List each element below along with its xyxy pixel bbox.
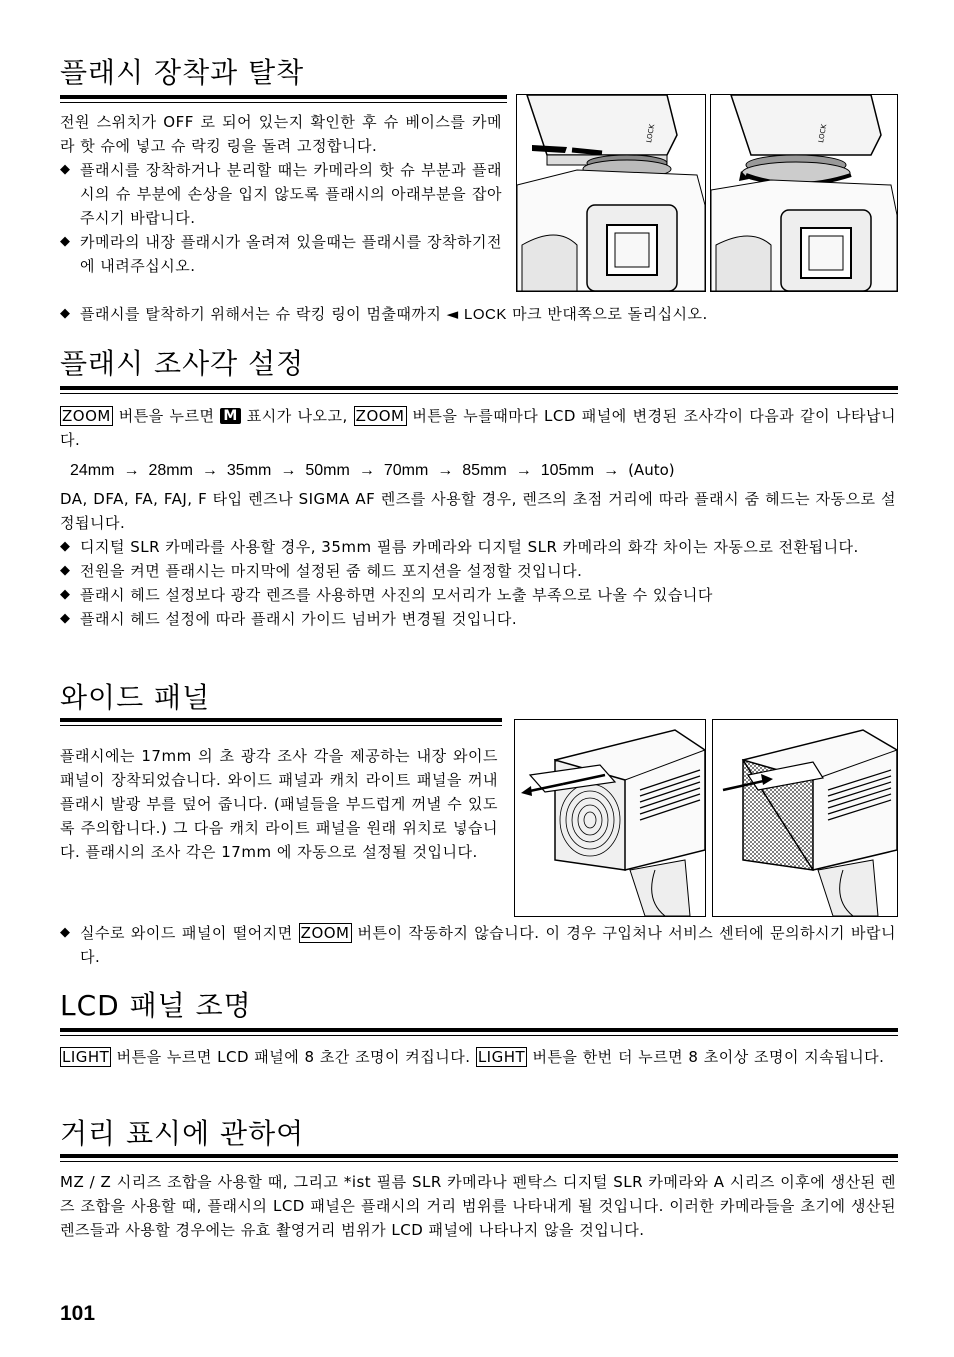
section-title-distance-display: 거리 표시에 관하여 (60, 1117, 305, 1150)
title-rule (60, 1035, 898, 1036)
bullet-mark: ◆ (60, 234, 71, 249)
zoom-step: 70mm (383, 462, 429, 479)
wide-panel-text (60, 744, 498, 864)
wide-panel-note (60, 921, 896, 969)
bullet-item (60, 535, 896, 559)
zoom-step: 24mm (70, 462, 115, 479)
lcd-text: 버튼을 누르면 LCD 패널에 8 초간 조명이 켜집니다. (116, 1048, 471, 1066)
catch-light-panel-illustration (712, 719, 898, 917)
bullet-item (60, 583, 896, 607)
zoom-button-label: ZOOM (355, 407, 405, 425)
zoom-step: 35mm (226, 462, 272, 479)
section-title-lcd-illumination: LCD 패널 조명 (60, 989, 252, 1022)
flash-attach-illustration (516, 94, 706, 292)
lcd-illumination-text (60, 1045, 896, 1069)
distance-display-text (60, 1170, 896, 1242)
bullet-text: 버튼이 작동하지 않습니다. 이 경우 구입처나 서비스 센터에 문의하시기 바랍니다. (80, 924, 896, 966)
zoom-step: 28mm (148, 462, 193, 479)
mounting-paragraph: 전원 스위치가 OFF 로 되어 있는지 확인한 후 슈 베이스를 카메라 핫 슈에 넣고 슈 락킹 링을 돌려 고정합니다. (60, 113, 502, 155)
bullet-item (60, 559, 896, 583)
lock-label: LOCK (645, 123, 657, 144)
bullet-item (60, 302, 900, 327)
zoom-paragraph: DA, DFA, FA, FAJ, F 타입 렌즈나 SIGMA AF 렌즈를 사용할 경우, 렌즈의 초점 거리에 따라 플래시 줌 헤드는 자동으로 설정됩니다. (60, 490, 896, 532)
lock-label: LOCK (817, 123, 829, 144)
light-button-label: LIGHT (62, 1048, 110, 1066)
bullet-mark: ◆ (60, 306, 71, 321)
sequence-arrow: → (280, 462, 297, 479)
bullet-text: 디지털 SLR 카메라를 사용할 경우, 35mm 필름 카메라와 디지털 SLR 카메라의 화각 차이는 자동으로 전환됩니다. (80, 538, 859, 556)
title-rule (60, 102, 507, 103)
sequence-arrow: → (515, 462, 532, 479)
zoom-step: 105mm (540, 462, 595, 479)
sequence-arrow: → (437, 462, 454, 479)
bullet-item (60, 158, 502, 230)
zoom-step: 85mm (462, 462, 507, 479)
title-rule (60, 95, 507, 99)
title-rule (60, 725, 502, 726)
bullet-mark: ◆ (60, 563, 71, 578)
light-button-label: LIGHT (477, 1048, 526, 1066)
bullet-text: 플래시 헤드 설정에 따라 플래시 가이드 넘버가 변경될 것입니다. (80, 610, 518, 628)
wide-panel-illustration (514, 719, 706, 917)
bullet-text: 실수로 와이드 패널이 떨어지면 (80, 924, 293, 942)
bullet-mark: ◆ (60, 539, 71, 554)
zoom-intro (60, 404, 896, 452)
bullet-text: 플래시를 장착하거나 분리할 때는 카메라의 핫 슈 부분과 플래시의 슈 부분에 손상을 입지 않도록 플래시의 아래부분을 잡아주시기 바랍니다. (80, 161, 502, 227)
bullet-item (60, 230, 502, 278)
sequence-arrow: → (123, 462, 140, 479)
intro-text: 표시가 나오고, (246, 407, 348, 425)
intro-text: 버튼을 누를때마다 LCD 패널에 변경된 조사각이 다음과 같이 나타납니다. (60, 407, 896, 449)
lcd-text: 버튼을 한번 더 누르면 8 초이상 조명이 지속됩니다. (532, 1048, 885, 1066)
title-rule (60, 1154, 898, 1158)
wide-panel-paragraph: 플래시에는 17mm 의 초 광각 조사 각을 제공하는 내장 와이드 패널이 장착되었습니다. 와이드 패널과 캐치 라이트 패널을 꺼내 플래시 발광 부를 덮어 줍니다. (패널들을 부드럽게 꺼낼 수 있도록 주의합니다.) 그 다음 캐치 라이트 패널을 원래 위치로 넣습니다. 플래시의 조사 각은 17mm 에 자동으로 설정될 것입니다. (60, 747, 498, 861)
title-rule (60, 718, 502, 722)
zoom-button-label: ZOOM (300, 924, 350, 942)
zoom-step: 50mm (305, 462, 350, 479)
sequence-arrow: → (358, 462, 375, 479)
section-title-wide-panel: 와이드 패널 (60, 681, 211, 714)
locking-ring-illustration (710, 94, 898, 292)
zoom-auto: (Auto) (628, 461, 675, 479)
zoom-button-label: ZOOM (62, 407, 111, 425)
title-rule (60, 393, 898, 394)
bullet-text: 전원을 켜면 플래시는 마지막에 설정된 줌 헤드 포지션을 설정할 것입니다. (80, 562, 583, 580)
sequence-arrow: → (603, 462, 620, 479)
bullet-mark: ◆ (60, 587, 71, 602)
m-indicator-icon: M (220, 408, 240, 424)
page-number: 101 (60, 1302, 96, 1325)
title-rule (60, 1161, 898, 1162)
distance-paragraph: MZ / Z 시리즈 조합을 사용할 때, 그리고 *ist 필름 SLR 카메라나 펜탁스 디지털 SLR 카메라와 A 시리즈 이후에 생산된 렌즈 조합을 사용할 때, 플래시의 LCD 패널은 플래시의 거리 범위를 나타내게 될 것입니다. 이러한 카메라들을 초기에 생산된 렌즈들과 사용할 경우에는 유효 촬영거리 범위가 LCD 패널에 나타나지 않을 것입니다. (60, 1173, 896, 1239)
section-title-zoom: 플래시 조사각 설정 (60, 347, 305, 380)
title-rule (60, 386, 898, 390)
zoom-body (60, 487, 896, 631)
bullet-text: 플래시 헤드 설정보다 광각 렌즈를 사용하면 사진의 모서리가 노출 부족으로 나올 수 있습니다 (80, 586, 713, 604)
bullet-text: 플래시를 탈착하기 위해서는 슈 락킹 링이 멈출때까지 ◄ (80, 305, 459, 323)
sequence-arrow: → (201, 462, 218, 479)
zoom-sequence (70, 458, 675, 483)
intro-text: 버튼을 누르면 (118, 407, 215, 425)
title-rule (60, 1028, 898, 1032)
bullet-mark: ◆ (60, 611, 71, 626)
section-title-mounting: 플래시 장착과 탈착 (60, 56, 305, 89)
mounting-text (60, 110, 502, 278)
bullet-text: 마크 반대쪽으로 돌리십시오. (512, 305, 708, 323)
lock-mark-label: LOCK (463, 306, 507, 323)
bullet-mark: ◆ (60, 162, 71, 177)
bullet-text: 카메라의 내장 플래시가 올려져 있을때는 플래시를 장착하기전에 내려주십시오. (80, 233, 502, 275)
bullet-item (60, 607, 896, 631)
bullet-mark: ◆ (60, 925, 71, 940)
bullet-item (60, 921, 896, 969)
